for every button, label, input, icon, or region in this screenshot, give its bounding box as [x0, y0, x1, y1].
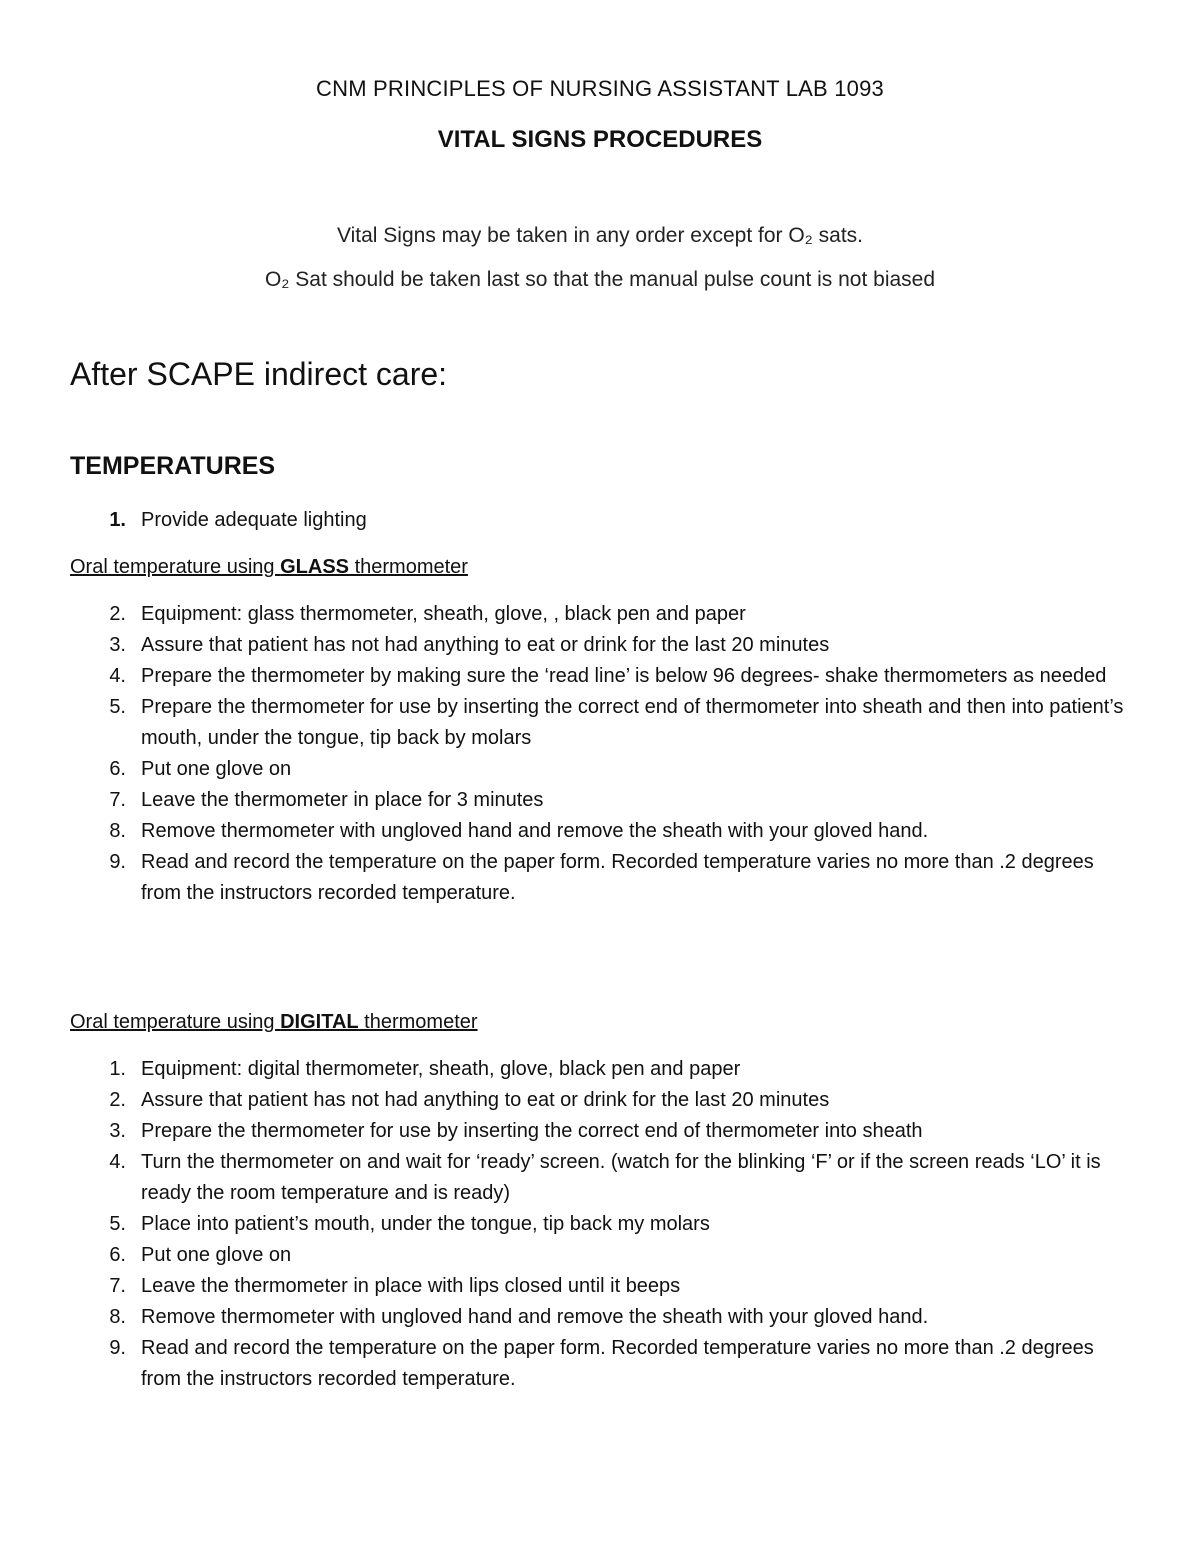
list-item	[0, 1147, 1200, 1209]
digital-subheading-prefix: Oral temperature using	[70, 1011, 281, 1033]
list-item-number: 8.	[109, 820, 126, 842]
digital-subheading	[70, 1011, 478, 1034]
glass-subheading-suffix: thermometer	[349, 556, 468, 578]
glass-subheading-prefix: Oral temperature using	[70, 556, 281, 578]
list-item-number: 3.	[109, 634, 126, 656]
list-item-number: 2.	[109, 1089, 126, 1111]
list-item	[0, 1271, 1200, 1302]
list-item	[0, 1302, 1200, 1333]
after-scape-heading: After SCAPE indirect care:	[70, 356, 448, 392]
glass-steps-list	[0, 599, 1200, 909]
list-item-number: 9.	[109, 851, 126, 873]
list-item-text: Put one glove on	[141, 1244, 292, 1266]
list-item	[0, 1333, 1200, 1395]
list-item	[0, 1209, 1200, 1240]
intro-list	[0, 505, 1200, 536]
list-item-text: Prepare the thermometer for use by inserting the correct end of thermometer into sheath	[141, 1120, 923, 1142]
list-item	[0, 692, 1200, 754]
list-item-text: Read and record the temperature on the paper form. Recorded temperature varies no more than .2 degrees from the instructors recorded temperature.	[141, 1337, 1094, 1390]
list-item-text: Assure that patient has not had anything to eat or drink for the last 20 minutes	[141, 1089, 830, 1111]
list-item-number: 1.	[109, 509, 126, 531]
list-item	[0, 661, 1200, 692]
list-item-text: Assure that patient has not had anything to eat or drink for the last 20 minutes	[141, 634, 830, 656]
list-item-text: Equipment: digital thermometer, sheath, glove, black pen and paper	[141, 1058, 741, 1080]
list-item-number: 5.	[109, 1213, 126, 1235]
list-item-text: Prepare the thermometer by making sure the ‘read line’ is below 96 degrees- shake thermometers as needed	[141, 665, 1107, 687]
list-item	[0, 1240, 1200, 1271]
list-item-text: Place into patient’s mouth, under the tongue, tip back my molars	[141, 1213, 710, 1235]
list-item	[0, 599, 1200, 630]
list-item-text: Equipment: glass thermometer, sheath, glove, , black pen and paper	[141, 603, 746, 625]
list-item	[0, 1116, 1200, 1147]
list-item-text: Turn the thermometer on and wait for ‘ready’ screen. (watch for the blinking ‘F’ or if the screen reads ‘LO’ it is ready the room temperature and is ready)	[141, 1151, 1101, 1204]
list-item-text: Remove thermometer with ungloved hand and remove the sheath with your gloved hand.	[141, 1306, 929, 1328]
list-item-number: 9.	[109, 1337, 126, 1359]
list-item-number: 8.	[109, 1306, 126, 1328]
list-item-number: 5.	[109, 696, 126, 718]
list-item-number: 3.	[109, 1120, 126, 1142]
list-item	[0, 505, 1200, 536]
list-item-number: 4.	[109, 665, 126, 687]
list-item	[0, 630, 1200, 661]
note-line-1: Vital Signs may be taken in any order except for O₂ sats.	[336, 224, 864, 247]
list-item-text: Provide adequate lighting	[141, 509, 367, 531]
list-item-number: 6.	[109, 758, 126, 780]
list-item-number: 1.	[109, 1058, 126, 1080]
temperatures-heading: TEMPERATURES	[70, 452, 276, 480]
list-item-text: Put one glove on	[141, 758, 292, 780]
list-item-number: 2.	[109, 603, 126, 625]
list-item	[0, 1054, 1200, 1085]
list-item-text: Leave the thermometer in place for 3 minutes	[141, 789, 544, 811]
glass-subheading	[70, 556, 468, 579]
list-item	[0, 1085, 1200, 1116]
course-title: CNM PRINCIPLES OF NURSING ASSISTANT LAB 1093	[316, 76, 884, 101]
list-item-text: Leave the thermometer in place with lips closed until it beeps	[141, 1275, 681, 1297]
list-item-number: 7.	[109, 1275, 126, 1297]
list-item	[0, 754, 1200, 785]
list-item-number: 4.	[109, 1151, 126, 1173]
list-item	[0, 785, 1200, 816]
list-item-number: 7.	[109, 789, 126, 811]
list-item-text: Remove thermometer with ungloved hand and remove the sheath with your gloved hand.	[141, 820, 929, 842]
glass-subheading-emphasis: GLASS	[280, 556, 350, 578]
list-item	[0, 816, 1200, 847]
digital-subheading-suffix: thermometer	[358, 1011, 478, 1033]
list-item-text: Prepare the thermometer for use by inserting the correct end of thermometer into sheath and then into patient’s mouth, under the tongue, tip back by molars	[141, 696, 1124, 749]
digital-steps-list	[0, 1054, 1200, 1395]
note-line-2: O₂ Sat should be taken last so that the manual pulse count is not biased	[264, 268, 936, 291]
list-item-number: 6.	[109, 1244, 126, 1266]
list-item-text: Read and record the temperature on the paper form. Recorded temperature varies no more than .2 degrees from the instructors recorded temperature.	[141, 851, 1094, 904]
digital-subheading-emphasis: DIGITAL	[280, 1011, 359, 1033]
list-item	[0, 847, 1200, 909]
document-title: VITAL SIGNS PROCEDURES	[437, 126, 763, 153]
